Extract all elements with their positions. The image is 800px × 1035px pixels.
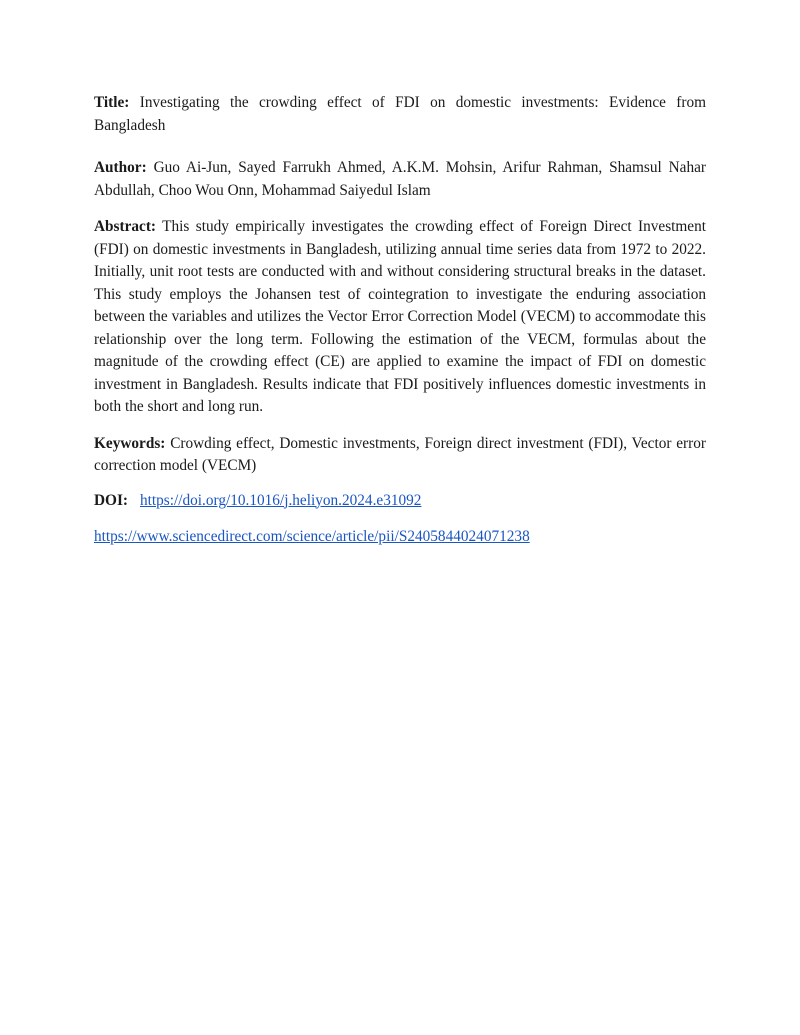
document-page	[94, 92, 706, 549]
title-paragraph	[94, 92, 706, 137]
doi-paragraph	[94, 490, 706, 513]
article-url-link[interactable]: https://www.sciencedirect.com/science/article/pii/S2405844024071238	[94, 528, 530, 545]
paper-title: Investigating the crowding effect of FDI on domestic investments: Evidence from Bangladesh	[94, 94, 706, 134]
title-label: Title:	[94, 94, 130, 111]
keywords-text: Crowding effect, Domestic investments, Foreign direct investment (FDI), Vector error correction model (VECM)	[94, 434, 706, 474]
abstract-text: This study empirically investigates the crowding effect of Foreign Direct Investment (FDI) on domestic investments in Bangladesh, utilizing annual time series data from 1972 to 2022. Initially, unit root tests are conducted with and without considering structural breaks in the dataset. This study employs the Johansen test of cointegration to investigate the enduring association between the variables and utilizes the Vector Error Correction Model (VECM) to accommodate this relationship over the long term. Following the estimation of the VECM, formulas about the magnitude of the crowding effect (CE) are applied to examine the impact of FDI on domestic investment in Bangladesh. Results indicate that FDI positively influences domestic investments in both the short and long run.	[94, 218, 706, 415]
author-paragraph	[94, 157, 706, 202]
doi-link[interactable]: https://doi.org/10.1016/j.heliyon.2024.e31092	[140, 491, 422, 509]
keywords-paragraph	[94, 433, 706, 478]
keywords-label: Keywords:	[94, 434, 166, 452]
doi-label: DOI:	[94, 491, 128, 509]
abstract-label: Abstract:	[94, 218, 157, 235]
article-url-paragraph	[94, 526, 706, 549]
abstract-paragraph	[94, 216, 706, 419]
author-label: Author:	[94, 159, 147, 176]
author-list: Guo Ai-Jun, Sayed Farrukh Ahmed, A.K.M. Mohsin, Arifur Rahman, Shamsul Nahar Abdullah, Choo Wou Onn, Mohammad Saiyedul Islam	[94, 159, 706, 199]
